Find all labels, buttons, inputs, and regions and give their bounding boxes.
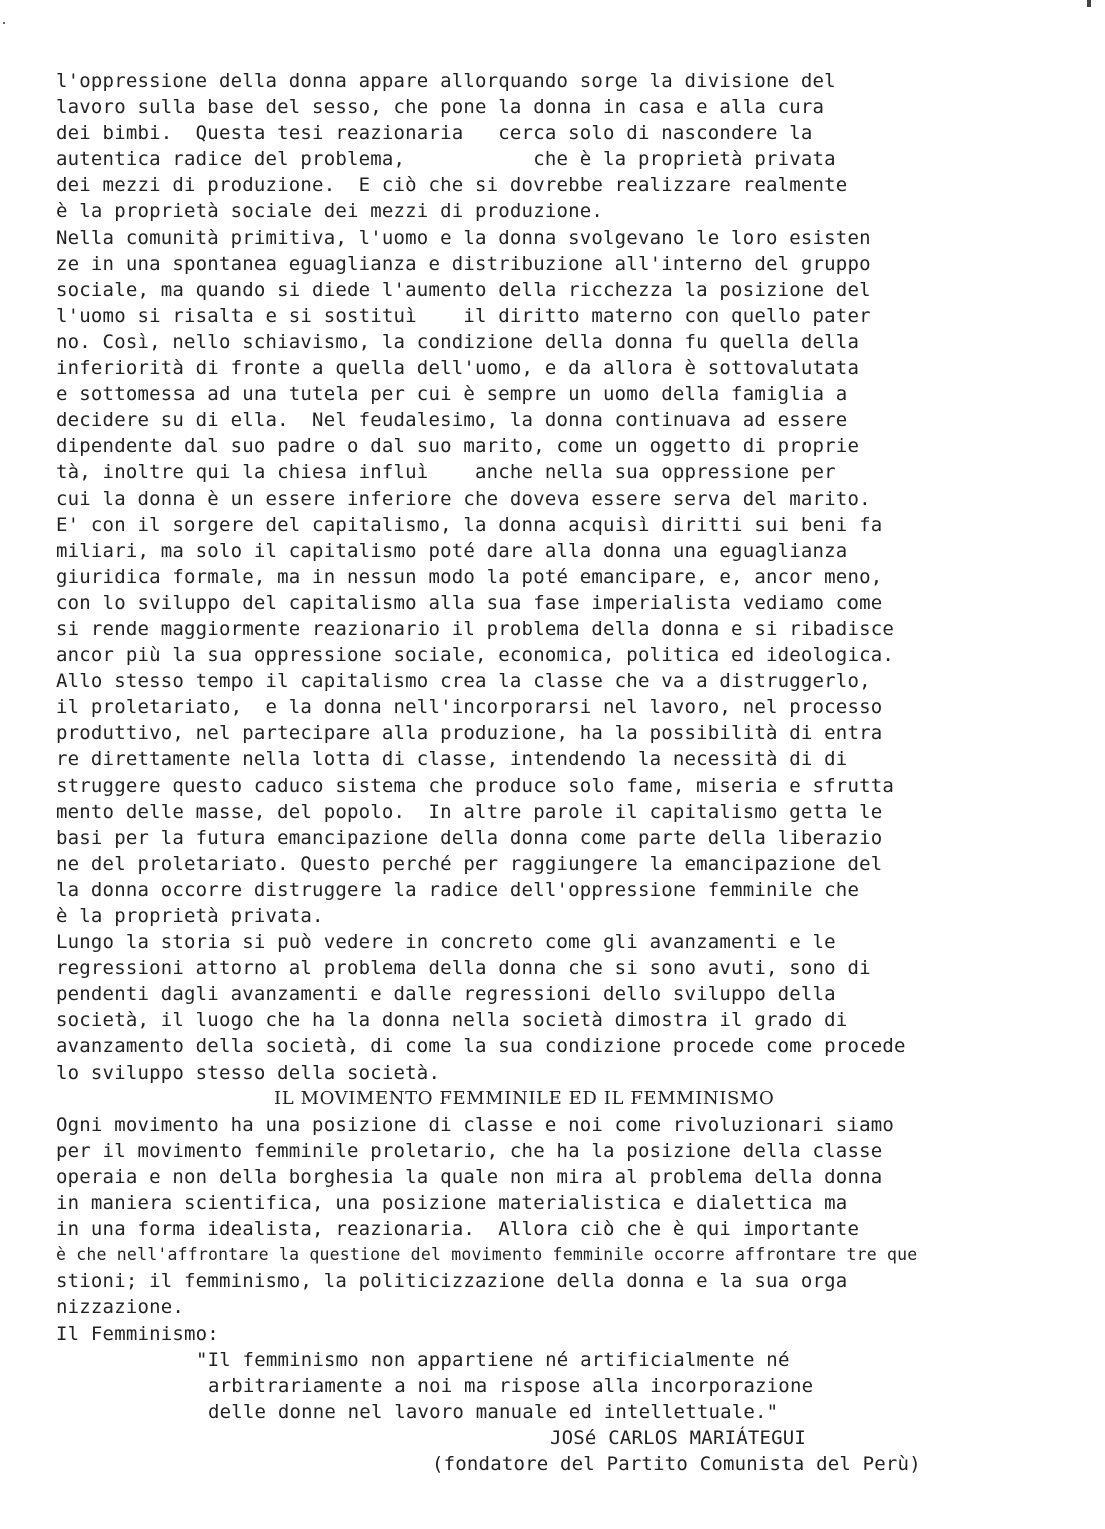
text-line: no. Così, nello schiavismo, la condizione della donna fu quella della	[56, 330, 860, 353]
quote-line: delle donne nel lavoro manuale ed intellettuale."	[208, 1400, 779, 1423]
text-line: cui la donna è un essere inferiore che doveva essere serva del marito.	[56, 487, 871, 510]
text-line: con lo sviluppo del capitalismo alla sua fase imperialista vediamo come	[56, 591, 883, 614]
text-line: per il movimento femminile proletario, che ha la posizione della classe	[56, 1139, 883, 1162]
text-line: l'uomo si risalta e si sostituì il diritto materno con quello pater	[56, 304, 871, 327]
text-line: dei mezzi di produzione. E ciò che si dovrebbe realizzare realmente	[56, 174, 848, 197]
text-line: Ogni movimento ha una posizione di classe e noi come rivoluzionari siamo	[56, 1113, 895, 1136]
text-line: regressioni attorno al problema della donna che si sono avuti, sono di	[56, 957, 871, 980]
document-body	[56, 68, 1056, 1477]
text-line: l'oppressione della donna appare allorquando sorge la divisione del	[56, 70, 836, 92]
quote-line: "Il femminismo non appartiene né artificialmente né	[196, 1348, 790, 1371]
text-line: basi per la futura emancipazione della donna come parte della liberazio	[56, 826, 883, 849]
corner-mark	[1087, 0, 1091, 7]
text-line: è che nell'affrontare la questione del movimento femminile occorre affrontare tre que	[56, 1245, 918, 1265]
paper-speck	[3, 22, 5, 24]
text-line: Nella comunità primitiva, l'uomo e la donna svolgevano le loro esisten	[56, 226, 871, 249]
text-line: decidere su di ella. Nel feudalesimo, la donna continuava ad essere	[56, 409, 848, 432]
text-line: nizzazione.	[56, 1296, 185, 1319]
text-line: E' con il sorgere del capitalismo, la donna acquisì diritti sui beni fa	[56, 513, 883, 536]
section-heading: IL MOVIMENTO FEMMINILE ED IL FEMMINISMO	[274, 1087, 775, 1109]
text-line: produttivo, nel partecipare alla produzione, ha la possibilità di entra	[56, 722, 883, 745]
text-line: tà, inoltre qui la chiesa influì anche nella sua oppressione per	[56, 461, 836, 484]
text-line: miliari, ma solo il capitalismo poté dare alla donna una eguaglianza	[56, 539, 848, 562]
text-line: ancor più la sua oppressione sociale, economica, politica ed ideologica.	[56, 644, 895, 667]
text-line: la donna occorre distruggere la radice dell'oppressione femminile che	[56, 878, 860, 901]
blockquote	[56, 1347, 1056, 1425]
text-line: dipendente dal suo padre o dal suo marito, come un oggetto di proprie	[56, 435, 860, 458]
text-line: è la proprietà sociale dei mezzi di produzione.	[56, 200, 604, 223]
text-line: struggere questo caduco sistema che produce solo fame, miseria e sfrutta	[56, 774, 895, 797]
text-line: autentica radice del problema, che è la proprietà privata	[56, 148, 836, 171]
text-line: sociale, ma quando si diede l'aumento della ricchezza la posizione del	[56, 278, 871, 301]
text-line: Il Femminismo:	[56, 1322, 219, 1345]
text-line: Lungo la storia si può vedere in concreto come gli avanzamenti e le	[56, 931, 836, 954]
quote-author-role: (fondatore del Partito Comunista del Perù)	[432, 1452, 921, 1475]
text-line: giuridica formale, ma in nessun modo la poté emancipare, e, ancor meno,	[56, 565, 883, 588]
paragraph-history-progress	[56, 929, 1056, 1086]
text-line: ze in una spontanea eguaglianza e distribuzione all'interno del gruppo	[56, 252, 871, 275]
quote-line: arbitrariamente a noi ma rispose alla incorporazione	[208, 1374, 814, 1397]
text-line: ne del proletariato. Questo perché per raggiungere la emancipazione del	[56, 852, 883, 875]
text-line: Allo stesso tempo il capitalismo crea la classe che va a distruggerlo,	[56, 670, 871, 693]
text-line: lavoro sulla base del sesso, che pone la donna in casa e alla cura	[56, 96, 825, 119]
paragraph-oppression-origin	[56, 68, 1056, 225]
text-line: stioni; il femminismo, la politicizzazione della donna e la sua orga	[56, 1270, 848, 1293]
paragraph-historical-development	[56, 225, 1056, 930]
text-line: inferiorità di fronte a quella dell'uomo, e da allora è sottovalutata	[56, 357, 860, 380]
text-line: società, il luogo che ha la donna nella società dimostra il grado di	[56, 1009, 848, 1032]
text-line: in maniera scientifica, una posizione materialistica e dialettica ma	[56, 1192, 848, 1215]
text-line: il proletariato, e la donna nell'incorporarsi nel lavoro, nel processo	[56, 696, 883, 719]
text-line: lo sviluppo stesso della società.	[56, 1061, 441, 1084]
text-line: avanzamento della società, di come la sua condizione procede come procede	[56, 1035, 906, 1058]
text-line: e sottomessa ad una tutela per cui è sempre un uomo della famiglia a	[56, 383, 848, 406]
text-line: dei bimbi. Questa tesi reazionaria cerca solo di nascondere la	[56, 122, 813, 145]
text-line: si rende maggiormente reazionario il problema della donna e si ribadisce	[56, 617, 895, 640]
paragraph-feminine-movement	[56, 1112, 1056, 1347]
text-line: è la proprietà privata.	[56, 905, 324, 927]
text-line: in una forma idealista, reazionaria. Allora ciò che è qui importante	[56, 1218, 860, 1241]
text-line: mento delle masse, del popolo. In altre parole il capitalismo getta le	[56, 800, 883, 823]
quote-author: JOSé CARLOS MARIÁTEGUI	[550, 1426, 807, 1449]
quote-attribution	[56, 1425, 1056, 1477]
text-line: re direttamente nella lotta di classe, intendendo la necessità di di	[56, 748, 848, 771]
text-line: pendenti dagli avanzamenti e dalle regressioni dello sviluppo della	[56, 983, 836, 1006]
text-line: operaia e non della borghesia la quale non mira al problema della donna	[56, 1165, 883, 1188]
